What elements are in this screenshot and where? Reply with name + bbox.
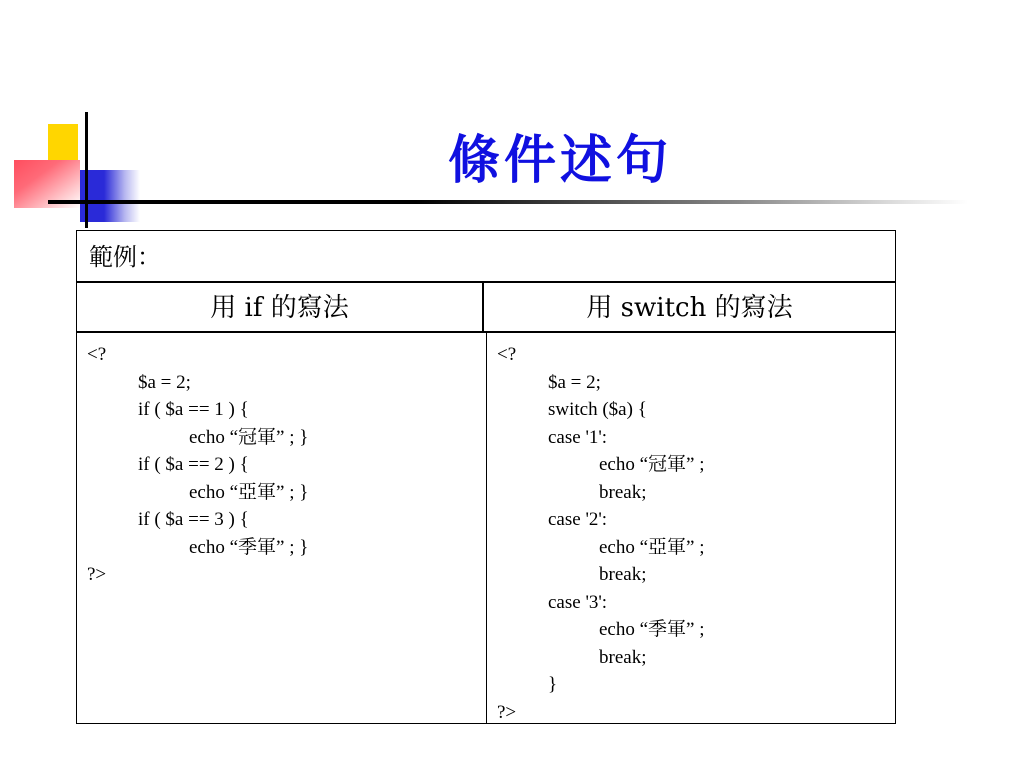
switch-code-block bbox=[497, 341, 705, 726]
code-line: if ( $a == 3 ) { bbox=[138, 509, 249, 530]
code-line: ?> bbox=[87, 564, 107, 585]
code-line: break; bbox=[599, 564, 647, 585]
column-divider bbox=[486, 333, 487, 723]
decor-yellow-square bbox=[48, 124, 78, 162]
slide-title: 條件述句 bbox=[447, 130, 672, 191]
code-line: case '3': bbox=[548, 591, 608, 613]
decor-blue-square bbox=[80, 170, 140, 222]
code-line: $a = 2; bbox=[138, 371, 191, 393]
code-line: echo “季軍” ; } bbox=[189, 536, 309, 558]
code-line: break; bbox=[599, 646, 647, 668]
code-line: echo “季軍” ; bbox=[599, 619, 705, 640]
code-line: } bbox=[548, 674, 558, 695]
example-label: 範例： bbox=[77, 231, 895, 283]
code-line: if ( $a == 1 ) { bbox=[138, 399, 249, 420]
code-line: <? bbox=[497, 344, 517, 365]
code-line: case '1': bbox=[548, 426, 608, 448]
code-line: case '2': bbox=[548, 509, 608, 530]
code-line: $a = 2; bbox=[548, 371, 601, 393]
code-line: ?> bbox=[497, 701, 517, 723]
header-if: 用 if 的寫法 bbox=[77, 283, 484, 333]
if-code-block bbox=[87, 341, 308, 589]
code-line: echo “冠軍” ; bbox=[599, 454, 705, 475]
example-table bbox=[76, 230, 896, 724]
code-line: echo “冠軍” ; } bbox=[189, 426, 309, 448]
code-line: if ( $a == 2 ) { bbox=[138, 454, 249, 475]
header-switch: 用 switch 的寫法 bbox=[484, 283, 895, 333]
code-line: break; bbox=[599, 481, 647, 503]
title-underline bbox=[48, 200, 968, 204]
code-line: echo “亞軍” ; bbox=[599, 536, 705, 558]
decor-vertical-line bbox=[85, 112, 88, 228]
code-line: <? bbox=[87, 344, 107, 365]
code-line: echo “亞軍” ; } bbox=[189, 481, 309, 503]
code-line: switch ($a) { bbox=[548, 399, 647, 420]
